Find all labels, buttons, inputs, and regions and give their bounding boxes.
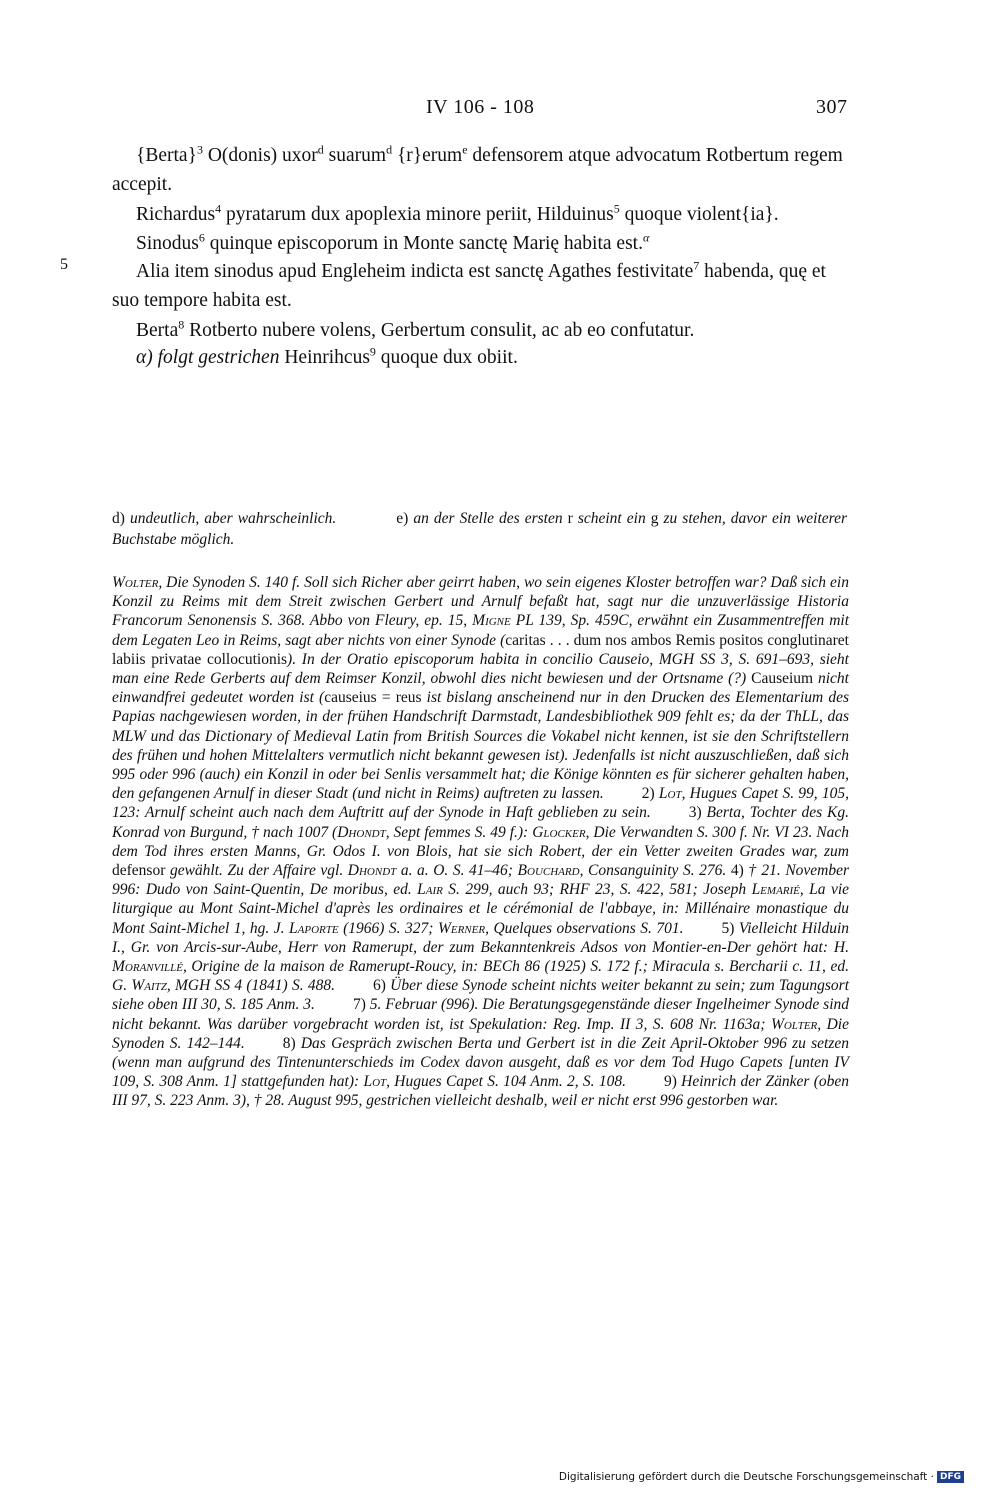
critical-note-alpha: α) folgt gestrichen Heinrihcus$^9$ quoque dux obiit. bbox=[136, 344, 518, 368]
line-number: 5 bbox=[60, 256, 68, 273]
main-paragraph-5: Berta$^8$ Rotberto nubere volens, Gerbertum consulit, ac ab eo confutatur. bbox=[136, 317, 695, 341]
page-number: 307 bbox=[816, 96, 848, 118]
running-title: IV 106 - 108 bbox=[426, 96, 535, 118]
footer-credit bbox=[559, 1471, 964, 1483]
main-paragraph-4: Alia item sinodus apud Engleheim indicta est sanctę Agathes festivitate$^7$ habenda, quę et suo tempore habita est. bbox=[112, 258, 826, 311]
main-text bbox=[112, 142, 847, 346]
main-paragraph-3: Sinodus$^6$ quinque episcoporum in Monte sanctę Marię habita est.$^\alpha$ bbox=[136, 230, 650, 254]
variant-notes: d) undeutlich, aber wahrscheinlich. e) an der Stelle des ersten r scheint ein g zu stehen, davor ein weiterer Buchstabe möglich. bbox=[112, 510, 848, 548]
dfg-logo: DFG bbox=[937, 1471, 964, 1483]
footer-text: Digitalisierung gefördert durch die Deutsche Forschungsgemeinschaft · bbox=[558, 1471, 934, 1483]
main-paragraph-1: {Berta}$^3$ O(donis) uxor$^d$ suarum$^d$ {r}erum$^e$ defensorem atque advocatum Rotbertum regem accepit. bbox=[112, 142, 843, 195]
footnotes: Wolter, Die Synoden S. 140 f. Soll sich Richer aber geirrt haben, wo sein eigenes Kloster betroffen war? Daß sich ein Konzil zu Reims mit dem Streit zwischen Gerbert und Arnulf befaßt hat, sagt nur die unzuverlässige Historia Francorum Senonensis S. 368. Abbo von Fleury, ep. 15, Migne PL 139, Sp. 459C, erwähnt ein Zusammentreffen mit dem Legaten Leo in Reims, sagt aber nichts von einer Synode (caritas . . . dum nos ambos Remis positos conglutinaret labiis privatae collocutionis). In der Oratio episcoporum habita in concilio Causeio, MGH SS 3, S. 691–693, sieht man eine Rede Gerberts auf dem Reimser Konzil, obwohl dies nicht bewiesen und der Ortsname (?) Causeium nicht einwandfrei gedeutet worden ist (causeius = reus ist bislang anscheinend nur in den Drucken des Elementarium des Papias nachgewiesen worden, in der frühen Handschrift Darmstadt, Landesbibliothek 909 fehlt es; da der ThLL, das MLW und das Dictionary of Medieval Latin from British Sources die Vokabel nicht kennen, ist sie den Schriftstellern des frühen und hohen Mittelalters vermutlich nicht bekannt gewesen ist). Jedenfalls ist nicht auszuschließen, daß sich 995 oder 996 (auch) ein Konzil in oder bei Senlis versammelt hat; die Könige könnten es für sicherer gehalten haben, den gefangenen Arnulf in dieser Stadt (und nicht in Reims) auftreten zu lassen. 2) Lot, Hugues Capet S. 99, 105, 123: Arnulf scheint auch nach dem Auftritt auf der Synode in Haft geblieben zu sein. 3) Berta, Tochter des Kg. Konrad von Burgund, † nach 1007 (Dhondt, Sept femmes S. 49 f.): Glocker, Die Verwandten S. 300 f. Nr. VI 23. Nach dem Tod ihres ersten Manns, Gr. Odos I. von Blois, hat sie sich Robert, der ein Vetter zweiten Grades war, zum defensor gewählt. Zu der Affaire vgl. Dhondt a. a. O. S. 41–46; Bouchard, Consanguinity S. 276. 4) † 21. November 996: Dudo von Saint-Quentin, De moribus, ed. Lair S. 299, auch 93; RHF 23, S. 422, 581; Joseph Lemarié, La vie liturgique au Mont Saint-Michel d'après les ordinaires et le cérémonial de l'abbaye, in: Millénaire monastique du Mont Saint-Michel 1, hg. J. Laporte (1966) S. 327; Werner, Quelques observations S. 701. 5) Vielleicht Hilduin I., Gr. von Arcis-sur-Aube, Herr von Ramerupt, der zum Bekanntenkreis Adsos von Montier-en-Der gehört hat: H. Moranvillé, Origine de la maison de Ramerupt-Roucy, in: BECh 86 (1925) S. 172 f.; Miracula s. Bercharii c. 11, ed. G. Waitz, MGH SS 4 (1841) S. 488. 6) Über diese Synode scheint nichts weiter bekannt zu sein; zum Tagungsort siehe oben III 30, S. 185 Anm. 3. 7) 5. Februar (996). Die Beratungsgegenstände dieser Ingelheimer Synode sind nicht bekannt. Was darüber vorgebracht worden ist, ist Spekulation: Reg. Imp. II 3, S. 608 Nr. 1163a; Wolter, Die Synoden S. 142–144. 8) Das Gespräch zwischen Berta und Gerbert ist in die Zeit April-Oktober 996 zu setzen (wenn man aufgrund des Tintenunterschieds im Codex davon ausgeht, daß es vor dem Tod Hugo Capets [unten IV 109, S. 308 Anm. 1] stattgefunden hat): Lot, Hugues Capet S. 104 Anm. 2, S. 108. 9) Heinrich der Zänker (oben III 97, S. 223 Anm. 3), † 28. August 995, gestrichen vielleicht deshalb, weil er nicht erst 996 gestorben war. bbox=[112, 574, 850, 1110]
main-paragraph-2: Richardus$^4$ pyratarum dux apoplexia minore periit, Hilduinus$^5$ quoque violent{ia}. bbox=[136, 201, 779, 225]
